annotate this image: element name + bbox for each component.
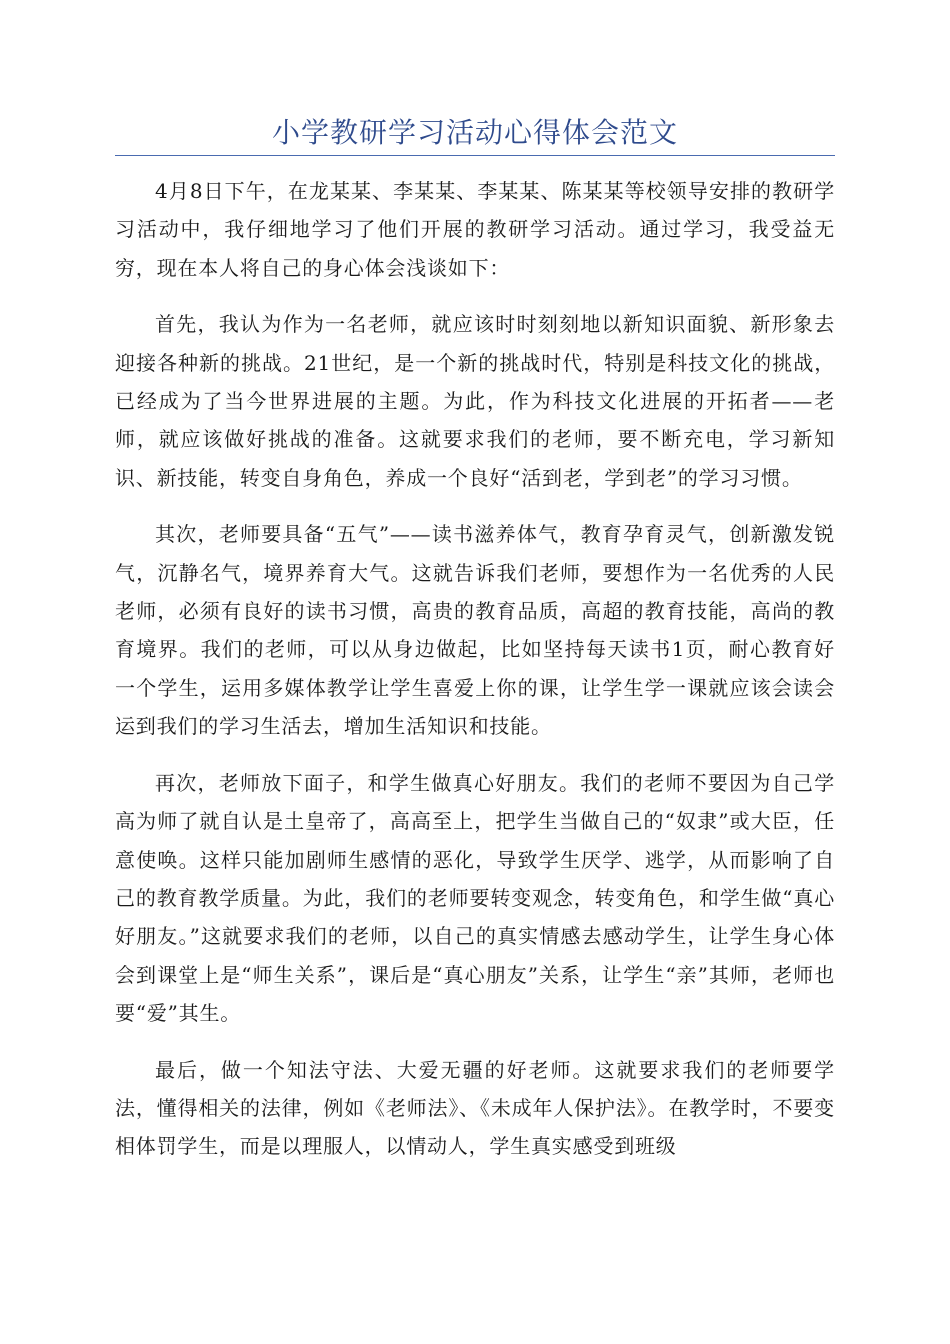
paragraph-last: 最后，做一个知法守法、大爱无疆的好老师。这就要求我们的老师要学法，懂得相关的法律，例如《老师法》、《未成年人保护法》。在教学时，不要变相体罚学生，而是以理服人，以情动人，学生真实感受到班级 — [115, 1057, 835, 1159]
paragraph-first: 首先，我认为作为一名老师，就应该时时刻刻地以新知识面貌、新形象去迎接各种新的挑战。21世纪，是一个新的挑战时代，特别是科技文化的挑战，已经成为了当今世界进展的主题。为此，作为科技文化进展的开拓者——老师，就应该做好挑战的准备。这就要求我们的老师，要不断充电，学习新知识、新技能，转变自身角色，养成一个良好“活到老，学到老”的学习习惯。 — [115, 312, 835, 490]
paragraph-third: 再次，老师放下面子，和学生做真心好朋友。我们的老师不要因为自己学高为师了就自认是土皇帝了，高高至上，把学生当做自己的“奴隶”或大臣，任意使唤。这样只能加剧师生感情的恶化，导致学生厌学、逃学，从而影响了自己的教育教学质量。为此，我们的老师要转变观念，转变角色，和学生做“真心好朋友。”这就要求我们的老师，以自己的真实情感去感动学生，让学生身心体会到课堂上是“师生关系”，课后是“真心朋友”关系，让学生“亲”其师，老师也要“爱”其生。 — [115, 770, 835, 1026]
paragraph-second: 其次，老师要具备“五气”——读书滋养体气，教育孕育灵气，创新激发锐气，沉静名气，境界养育大气。这就告诉我们老师，要想作为一名优秀的人民老师，必须有良好的读书习惯，高贵的教育品质，高超的教育技能，高尚的教育境界。我们的老师，可以从身边做起，比如坚持每天读书1页，耐心教育好一个学生，运用多媒体教学让学生喜爱上你的课，让学生学一课就应该会读会运到我们的学习生活去，增加生活知识和技能。 — [115, 522, 835, 739]
paragraph-intro: 4月8日下午，在龙某某、李某某、李某某、陈某某等校领导安排的教研学习活动中，我仔细地学习了他们开展的教研学习活动。通过学习，我受益无穷，现在本人将自己的身心体会浅谈如下： — [115, 179, 835, 280]
document-body — [115, 172, 835, 1184]
document-title: 小学教研学习活动心得体会范文 — [271, 116, 678, 149]
title-underline — [115, 155, 835, 156]
